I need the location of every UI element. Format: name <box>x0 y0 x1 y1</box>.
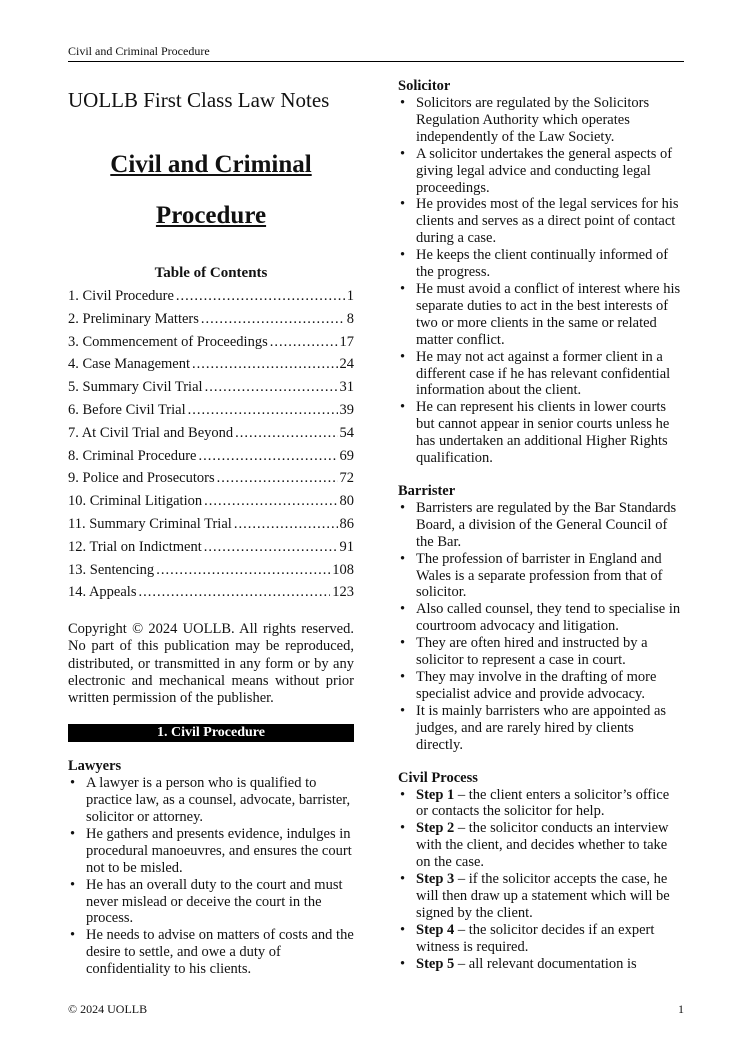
toc-entry[interactable] <box>68 334 354 357</box>
toc-leader-dots <box>138 584 330 601</box>
toc-leader-dots <box>176 288 345 305</box>
process-step <box>398 922 684 956</box>
toc-entry-page: 39 <box>339 401 354 418</box>
right-column <box>398 78 684 973</box>
list-item: • It is mainly barristers who are appointed as judges, and are rarely hired by clients directly. <box>398 703 684 754</box>
step-text: – the client enters a solicitor’s office or contacts the solicitor for help. <box>416 786 670 820</box>
toc-entry-title: 2. Preliminary Matters <box>68 310 199 327</box>
toc-entry[interactable] <box>68 539 354 562</box>
toc-entry[interactable] <box>68 288 354 311</box>
list-item: • A solicitor undertakes the general aspects of giving legal advice and conducting legal proceedings. <box>398 146 684 197</box>
left-column <box>68 78 354 978</box>
solicitor-list <box>398 95 684 467</box>
toc-entry-page: 72 <box>339 470 354 487</box>
toc-entry[interactable] <box>68 311 354 334</box>
step-label: Step 4 <box>416 921 455 938</box>
toc-entry[interactable] <box>68 493 354 516</box>
toc-entry-page: 123 <box>332 584 354 601</box>
toc-leader-dots <box>204 493 337 510</box>
list-item: • Also called counsel, they tend to specialise in courtroom advocacy and litigation. <box>398 601 684 635</box>
toc-entry-page: 108 <box>332 561 354 578</box>
toc-entry-title: 12. Trial on Indictment <box>68 538 202 555</box>
toc-entry[interactable] <box>68 470 354 493</box>
toc-leader-dots <box>270 334 338 351</box>
toc-entry-page: 1 <box>346 288 354 304</box>
toc-entry-page: 80 <box>339 493 354 510</box>
document-title-line-2: Procedure <box>155 202 267 229</box>
process-step <box>398 820 684 871</box>
copyright-notice: Copyright © 2024 UOLLB. All rights reserved. No part of this publication may be reproduced, distributed, or transmitted in any form or by any electronic and mechanical means without prior written permission of the publisher. <box>68 621 354 706</box>
list-item: • Solicitors are regulated by the Solicitors Regulation Authority which operates independently of the Law Society. <box>398 95 684 146</box>
toc-leader-dots <box>198 448 337 465</box>
list-item: • He provides most of the legal services for his clients and serves as a direct point of contact during a case. <box>398 196 684 247</box>
step-text: – if the solicitor accepts the case, he will then draw up a statement which will be signed by the client. <box>416 871 670 921</box>
toc-entry-page: 24 <box>339 356 354 373</box>
list-item: • He keeps the client continually informed of the progress. <box>398 247 684 281</box>
civil-process-steps <box>398 787 684 973</box>
toc-entry[interactable] <box>68 584 354 607</box>
step-label: Step 5 <box>416 955 455 972</box>
lawyers-heading: Lawyers <box>68 758 122 775</box>
process-step <box>398 956 684 973</box>
toc-heading: Table of Contents <box>154 265 268 281</box>
toc-leader-dots <box>204 539 338 556</box>
header-rule <box>68 61 684 62</box>
list-item: • The profession of barrister in England and Wales is a separate profession from that of solicitor. <box>398 551 684 602</box>
toc-entry-title: 14. Appeals <box>68 584 137 601</box>
toc-leader-dots <box>235 425 337 442</box>
toc-entry-title: 7. At Civil Trial and Beyond <box>68 424 234 441</box>
toc-entry-title: 9. Police and Prosecutors <box>68 470 215 487</box>
toc-entry[interactable] <box>68 425 354 448</box>
list-item: • He may not act against a former client in a different case if he has relevant confidential information about the client. <box>398 349 684 400</box>
civil-process-heading: Civil Process <box>398 769 478 786</box>
toc-entry-page: 91 <box>339 538 354 555</box>
list-item: • Barristers are regulated by the Bar Standards Board, a division of the General Council of the Bar. <box>398 500 684 551</box>
toc-entry-page: 86 <box>339 515 354 532</box>
list-item: • They may involve in the drafting of more specialist advice and provide advocacy. <box>398 669 684 703</box>
toc-entry-title: 6. Before Civil Trial <box>68 401 186 418</box>
list-item: • He must avoid a conflict of interest where his separate duties to act in the best interests of two or more clients in the same or related matter conflict. <box>398 281 684 349</box>
toc-entry[interactable] <box>68 402 354 425</box>
step-label: Step 3 <box>416 871 455 888</box>
toc-leader-dots <box>201 311 345 328</box>
step-label: Step 2 <box>416 820 455 837</box>
list-item: • He gathers and presents evidence, indulges in procedural manoeuvres, and ensures the court not to be misled. <box>68 826 354 877</box>
toc-entry[interactable] <box>68 356 354 379</box>
toc-leader-dots <box>205 379 338 396</box>
page-number: 1 <box>678 1002 684 1016</box>
step-label: Step 1 <box>416 786 455 803</box>
lawyers-list <box>68 775 354 978</box>
document-title <box>68 139 354 241</box>
list-item: • He can represent his clients in lower courts but cannot appear in senior courts unless he has undertaken an additional Higher Rights qualification. <box>398 399 684 467</box>
list-item: • He needs to advise on matters of costs and the desire to settle, and owe a duty of confidentiality to his clients. <box>68 927 354 978</box>
toc-leader-dots <box>188 402 338 419</box>
toc-leader-dots <box>192 356 337 373</box>
toc-entry-page: 17 <box>339 333 354 350</box>
toc-entry-page: 54 <box>339 424 354 441</box>
toc-leader-dots <box>156 562 330 579</box>
document-title-line-1: Civil and Criminal <box>110 151 312 178</box>
toc-leader-dots <box>217 470 338 487</box>
toc-entry-title: 5. Summary Civil Trial <box>68 379 203 396</box>
notes-title: UOLLB First Class Law Notes <box>68 88 330 112</box>
solicitor-heading: Solicitor <box>398 78 451 94</box>
list-item: • A lawyer is a person who is qualified to practice law, as a counsel, advocate, barrister, solicitor or attorney. <box>68 775 354 826</box>
list-item: • They are often hired and instructed by a solicitor to represent a case in court. <box>398 635 684 669</box>
toc-entry-title: 11. Summary Criminal Trial <box>68 515 232 532</box>
toc-entry-page: 69 <box>339 447 354 464</box>
section-heading-bar: 1. Civil Procedure <box>68 724 354 742</box>
running-header: Civil and Criminal Procedure <box>68 44 210 58</box>
toc-entry[interactable] <box>68 379 354 402</box>
barrister-list <box>398 500 684 754</box>
toc-entry[interactable] <box>68 516 354 539</box>
toc-entry-title: 1. Civil Procedure <box>68 288 174 304</box>
toc-entry-title: 10. Criminal Litigation <box>68 493 203 510</box>
toc-entry-title: 8. Criminal Procedure <box>68 447 197 464</box>
step-text: – the solicitor conducts an interview with the client, and decides whether to take on the case. <box>416 820 669 871</box>
step-text: – the solicitor decides if an expert witness is required. <box>416 921 655 955</box>
toc-entry[interactable] <box>68 562 354 585</box>
toc-entry-title: 4. Case Management <box>68 356 191 373</box>
barrister-heading: Barrister <box>398 482 456 499</box>
toc-leader-dots <box>234 516 338 533</box>
toc-entry-title: 13. Sentencing <box>68 561 155 578</box>
toc-entry-page: 8 <box>346 310 354 327</box>
process-step <box>398 871 684 922</box>
process-step <box>398 787 684 821</box>
step-text: – all relevant documentation is <box>454 955 637 972</box>
toc-entry-title: 3. Commencement of Proceedings <box>68 333 268 350</box>
table-of-contents <box>68 288 354 607</box>
footer-copyright: © 2024 UOLLB <box>68 1002 148 1016</box>
list-item: • He has an overall duty to the court and must never mislead or deceive the court in the process. <box>68 877 354 928</box>
toc-entry[interactable] <box>68 448 354 471</box>
toc-entry-page: 31 <box>339 379 354 396</box>
